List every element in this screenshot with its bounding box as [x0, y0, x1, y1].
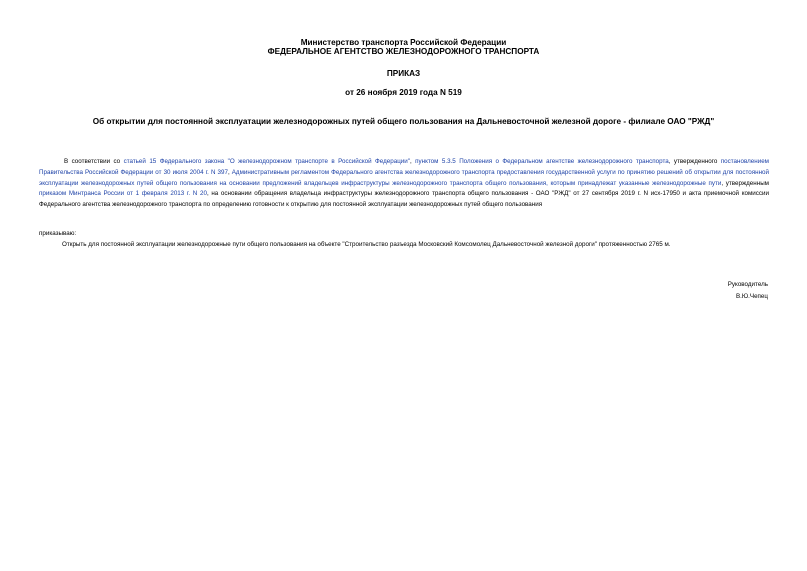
ministry-name: Министерство транспорта Российской Федерации: [300, 38, 507, 47]
link-administrative-regulation[interactable]: Административным регламентом Федерального агентства железнодорожного транспорта предоставления государственной услуги по принятию решений об открытии для постоянной эксплуатации железнодорожных путей общего пользования на основании предложений владельцев инфраструктуры железнодорожного транспорта общего пользования, которым принадлежат указанные железнодорожные пути: [39, 168, 769, 187]
preamble-text-part: ,: [227, 168, 232, 176]
preamble-text-part: , утвержденным: [721, 179, 769, 187]
signatory-position: Руководитель: [727, 281, 768, 288]
preamble-text-part: В соответствии со: [64, 158, 124, 165]
preamble-text-part: , утвержденного: [668, 158, 721, 165]
preamble-text-part: ,: [409, 158, 416, 165]
signatory-name: В.Ю.Чепец: [735, 293, 768, 300]
document-title: Об открытии для постоянной эксплуатации железнодорожных путей общего пользования на Дальневосточной железной дороге - филиале ОАО "РЖД": [92, 117, 715, 126]
link-regulation-point[interactable]: пунктом 5.3.5 Положения о Федеральном агентстве железнодорожного транспорта: [415, 158, 669, 165]
document-type: ПРИКАЗ: [386, 69, 421, 78]
preamble-paragraph: [39, 157, 769, 211]
link-law-article-15[interactable]: статьей 15 Федерального закона "О железнодорожном транспорте в Российской Федерации": [123, 158, 410, 165]
link-government-decree[interactable]: постановлением Правительства Российской Федерации от 30 июля 2004 г. N 397: [39, 158, 769, 176]
order-paragraph: [39, 240, 769, 251]
agency-name: ФЕДЕРАЛЬНОЕ АГЕНТСТВО ЖЕЛЕЗНОДОРОЖНОГО ТРАНСПОРТА: [267, 47, 540, 56]
order-keyword: приказываю:: [39, 230, 77, 237]
link-mintrans-order[interactable]: приказом Минтранса России от 1 февраля 2013 г. N 20: [39, 190, 207, 198]
order-text: Открыть для постоянной эксплуатации железнодорожные пути общего пользования на объекте "Строительство разъезда Московский Комсомолец Дальневосточной железной дороги" протяженностью 2765 м.: [62, 241, 671, 248]
preamble-text-part: , на основании обращения владельца инфраструктуры железнодорожного транспорта общего пользования - ОАО "РЖД" от 27 сентября 2019 г. N исх-17950 и акта приемочной комиссии Федерального агентства железнодорожного транспорта по определению готовности к открытию для постоянной эксплуатации железнодорожных путей общего пользования: [39, 190, 769, 209]
preamble-text: [39, 157, 769, 211]
document-date-number: от 26 ноября 2019 года N 519: [345, 88, 462, 97]
